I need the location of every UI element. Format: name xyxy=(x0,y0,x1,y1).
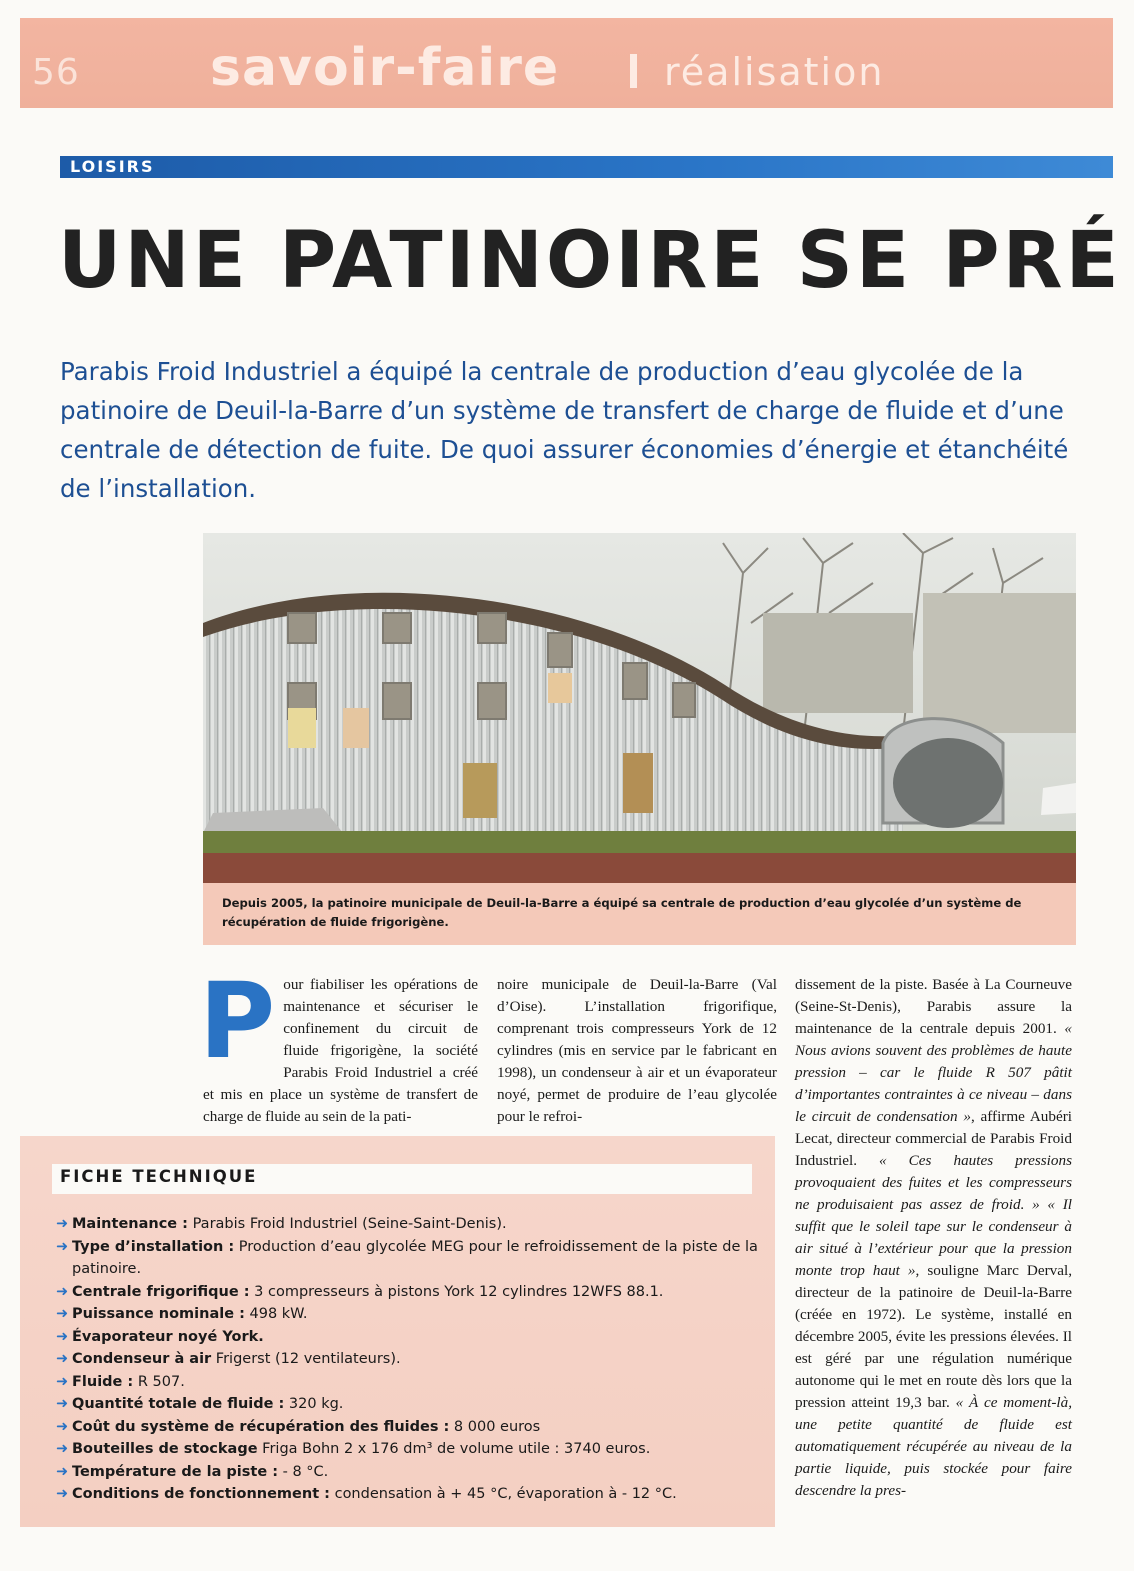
section-title: savoir-faire xyxy=(210,38,560,98)
arrow-right-icon: ➜ xyxy=(56,1216,69,1232)
lede-paragraph: Parabis Froid Industriel a équipé la centrale de production d’eau glycolée de la patinoire de Deuil-la-Barre d’un système de transfert de charge de fluide et d’une centrale de détection de fuite. De quoi assurer économies d’énergie et étanchéité de l’installation. xyxy=(60,357,1069,503)
arrow-right-icon: ➜ xyxy=(56,1328,69,1345)
tech-item: ➜ Conditions de fonctionnement : condensation à + 45 °C, évaporation à - 12 °C. xyxy=(56,1483,766,1506)
ice-rink-photo xyxy=(203,533,1076,883)
tech-item: ➜ Puissance nominale : 498 kW. xyxy=(56,1303,766,1326)
tech-item: ➜ Coût du système de récupération des fluides : 8 000 euros xyxy=(56,1416,766,1439)
tech-item: ➜ Centrale frigorifique : 3 compresseurs à pistons York 12 cylindres 12WFS 88.1. xyxy=(56,1281,766,1304)
arrow-right-icon: ➜ xyxy=(56,1396,69,1412)
dropcap: P xyxy=(199,960,276,1082)
article-text-col1: our fiabiliser les opérations de maintenance et sécuriser le confinement du circuit de fluide frigorigène, la société Parabis Froid Industriel a créé et mis en place un système de transfert de charge de fluide au sein de la pati- xyxy=(203,976,478,1125)
tech-item: ➜ Température de la piste : - 8 °C. xyxy=(56,1461,766,1484)
arrow-right-icon: ➜ xyxy=(56,1238,69,1255)
arrow-right-icon: ➜ xyxy=(56,1306,69,1322)
article-text-col3-a: dissement de la piste. Basée à La Courneuve (Seine-St-Denis), Parabis assure la maintenance de la centrale depuis 2001. xyxy=(795,976,1072,1037)
section-separator xyxy=(630,54,637,88)
arrow-right-icon: ➜ xyxy=(56,1351,69,1367)
article-column-3 xyxy=(795,974,1072,1502)
section-subtitle: réalisation xyxy=(664,50,885,94)
quote-lecat: « Nous avions souvent des problèmes de haute pression – car le fluide R 507 pâtit d’importantes contraintes à ce niveau – dans le circuit de condensation » xyxy=(795,1020,1072,1125)
tech-item: ➜ Condenseur à air Frigerst (12 ventilateurs). xyxy=(56,1348,766,1371)
tech-item: ➜ Maintenance : Parabis Froid Industriel (Seine-Saint-Denis). xyxy=(56,1213,766,1236)
arrow-right-icon: ➜ xyxy=(56,1463,69,1480)
tech-sheet-title: FICHE TECHNIQUE xyxy=(60,1167,258,1186)
arrow-right-icon: ➜ xyxy=(56,1373,69,1390)
tech-sheet-list xyxy=(56,1213,766,1506)
quote-system: « À ce moment-là, une petite quantité de fluide est automatiquement récupérée au niveau de la partie liquide, puis stockée pour faire descendre la pres- xyxy=(795,1394,1072,1499)
arrow-right-icon: ➜ xyxy=(56,1441,69,1457)
arrow-right-icon: ➜ xyxy=(56,1418,69,1435)
article-text-col2: noire municipale de Deuil-la-Barre (Val d’Oise). L’installation frigorifique, comprenant trois compresseurs York de 12 cylindres (mis en service par le fabricant en 1998), un condenseur à air et un évaporateur noyé, permet de produire de l’eau glycolée pour le refroi- xyxy=(497,976,777,1125)
article-text-col3-b: , affirme Aubéri Lecat, directeur commercial de Parabis Froid Industriel. xyxy=(795,1108,1072,1169)
arrow-right-icon: ➜ xyxy=(56,1486,69,1502)
tech-item: ➜ Type d’installation : Production d’eau glycolée MEG pour le refroidissement de la piste de la patinoire. xyxy=(56,1236,766,1281)
ice-rink-building-illustration xyxy=(203,533,1076,883)
category-label: LOISIRS xyxy=(70,157,155,176)
tech-item: ➜ Fluide : R 507. xyxy=(56,1371,766,1394)
article-column-1 xyxy=(199,960,478,1128)
tech-item: ➜ Bouteilles de stockage Friga Bohn 2 x 176 dm³ de volume utile : 3740 euros. xyxy=(56,1438,766,1461)
category-bar xyxy=(60,156,1113,178)
tech-item: ➜ Quantité totale de fluide : 320 kg. xyxy=(56,1393,766,1416)
arrow-right-icon: ➜ xyxy=(56,1283,69,1300)
page-number: 56 xyxy=(32,52,80,93)
header-band xyxy=(20,18,1113,108)
page-title: UNE PATINOIRE SE PRÉ xyxy=(58,216,1122,306)
article-text-col3-c: , souligne Marc Derval, directeur de la patinoire de Deuil-la-Barre (créée en 1972). Le système, installé en décembre 2005, évite les pressions élevées. Il est géré par une régulation numérique autonome qui le met en route dès lors que la pression atteint 19,3 bar. xyxy=(795,1262,1072,1411)
article-column-2 xyxy=(497,974,777,1128)
tech-item: ➜ Évaporateur noyé York. xyxy=(56,1326,766,1349)
quote-derval: « Ces hautes pressions provoquaient des fuites et les compresseurs ne produisaient pas assez de froid. » « Il suffit que le soleil tape sur le condenseur à air situé à l’extérieur pour que la pression monte trop haut » xyxy=(795,1152,1072,1279)
photo-caption: Depuis 2005, la patinoire municipale de Deuil-la-Barre a équipé sa centrale de production d’eau glycolée d’un système de récupération de fluide frigorigène. xyxy=(222,896,1022,929)
